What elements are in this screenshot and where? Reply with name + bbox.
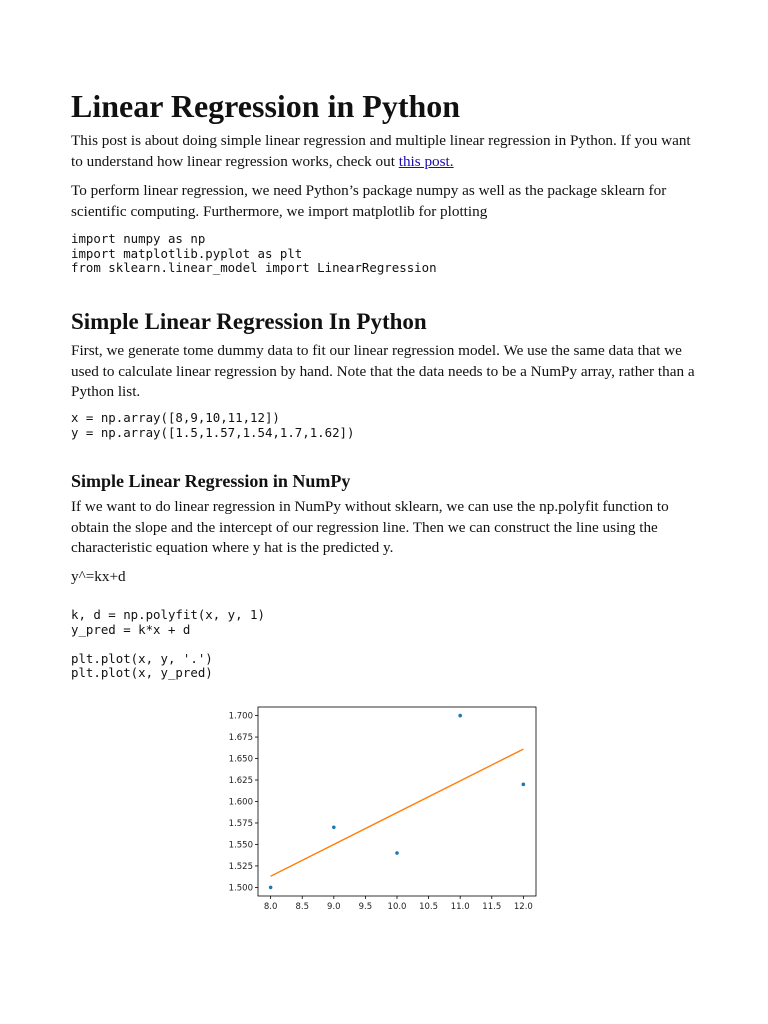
subsection-heading-numpy: Simple Linear Regression in NumPy: [71, 471, 351, 491]
x-tick-label: 10.0: [387, 902, 407, 912]
y-tick-label: 1.500: [228, 883, 253, 894]
y-tick-label: 1.575: [228, 818, 253, 829]
chart-axes: [258, 707, 536, 896]
x-tick-label: 12.0: [513, 902, 533, 912]
dummy-data-paragraph: First, we generate tome dummy data to fit our linear regression model. We use the same data that we used to calculate linear regression by hand. Note that the data needs to be a NumPy array, rather than a Python list.: [71, 342, 695, 400]
x-tick-label: 11.5: [482, 902, 502, 912]
section-heading-simple-linear-regression: Simple Linear Regression In Python: [71, 309, 427, 334]
data-point: [269, 886, 273, 890]
x-tick-label: 10.5: [419, 902, 439, 912]
chart-marks: [269, 714, 525, 889]
regression-chart: [222, 700, 552, 920]
y-tick-label: 1.600: [228, 797, 253, 808]
imports-code-block: import numpy as np import matplotlib.pyplot as plt from sklearn.linear_model import LinearRegression: [71, 231, 437, 276]
x-tick-label: 9.0: [327, 902, 341, 912]
y-tick-label: 1.675: [228, 733, 253, 744]
intro-paragraph: [71, 131, 695, 172]
polyfit-code-block: k, d = np.polyfit(x, y, 1) y_pred = k*x + d plt.plot(x, y, '.') plt.plot(x, y_pred): [71, 607, 265, 681]
imports-paragraph: To perform linear regression, we need Python’s package numpy as well as the package sklearn for scientific computing. Furthermore, we import matplotlib for plotting: [71, 182, 667, 220]
y-tick-label: 1.700: [228, 711, 253, 722]
this-post-link[interactable]: this post.: [398, 152, 454, 170]
data-point: [395, 851, 399, 855]
x-tick-label: 8.0: [263, 902, 278, 912]
chart-ticks: [229, 712, 533, 912]
x-tick-label: 9.5: [358, 902, 373, 912]
page-title: Linear Regression in Python: [71, 88, 461, 124]
data-point: [458, 714, 462, 718]
y-tick-label: 1.650: [228, 754, 253, 765]
polyfit-paragraph: If we want to do linear regression in NumPy without sklearn, we can use the np.polyfit function to obtain the slope and the intercept of our regression line. Then we can construct the line using the characteristic equation where y hat is the predicted y.: [71, 498, 669, 556]
regression-line: [271, 749, 524, 876]
data-code-block: x = np.array([8,9,10,11,12]) y = np.array([1.5,1.57,1.54,1.7,1.62]): [71, 410, 355, 440]
y-tick-label: 1.525: [228, 861, 253, 872]
intro-text: This post is about doing simple linear regression and multiple linear regression in Python. If you want to understand how linear regression works, check out: [71, 132, 691, 170]
x-tick-label: 11.0: [450, 902, 470, 912]
data-point: [522, 783, 526, 787]
x-tick-label: 8.5: [295, 902, 309, 912]
equation: y^=kx+d: [71, 568, 126, 585]
y-tick-label: 1.550: [228, 840, 253, 851]
y-tick-label: 1.625: [228, 776, 253, 787]
data-point: [332, 825, 336, 829]
plot-frame: [258, 707, 536, 896]
